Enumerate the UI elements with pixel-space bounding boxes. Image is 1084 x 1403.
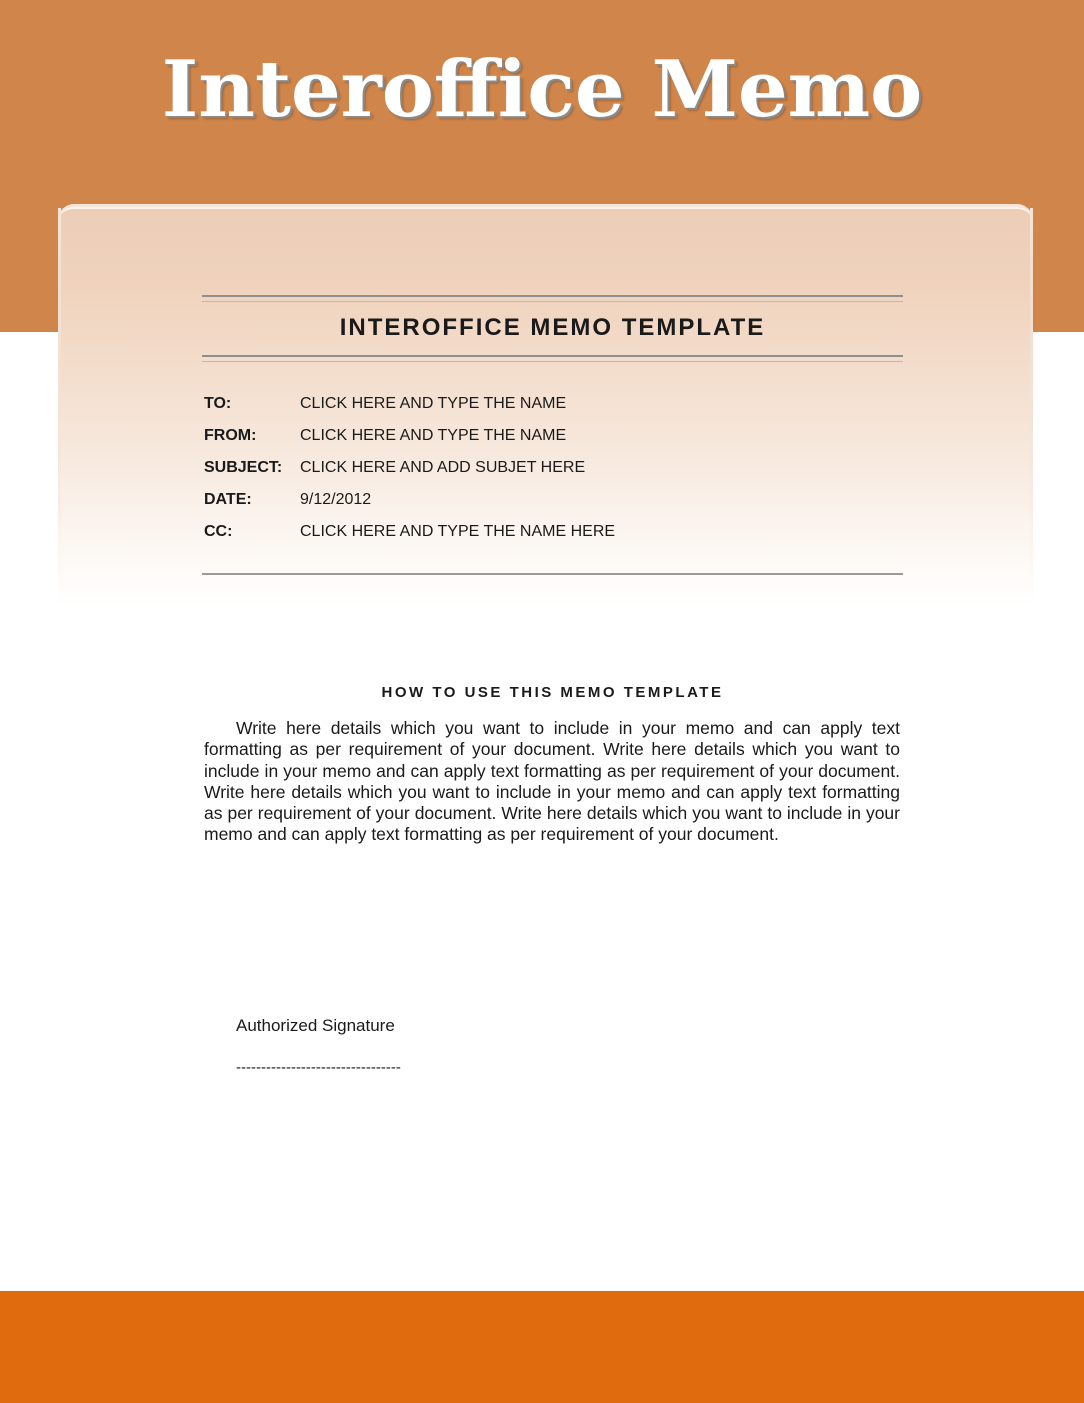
field-label-to: TO:	[204, 395, 232, 412]
field-label-from: FROM:	[204, 427, 257, 444]
signature-line: ---------------------------------	[236, 1059, 401, 1076]
instructions-body[interactable]: Write here details which you want to include in your memo and can apply text formatting as per requirement of your document. Write here details which you want to include in your memo and can apply text formatting as per requirement of your document. Write here details which you want to include in your memo and can apply text formatting as per requirement of your document. Write here details which you want to include in your memo and can apply text formatting as per requirement of your document.	[204, 718, 900, 845]
field-value-date[interactable]: 9/12/2012	[300, 491, 372, 508]
instructions-heading: HOW TO USE THIS MEMO TEMPLATE	[381, 684, 724, 701]
fields-divider	[202, 573, 903, 575]
memo-heading: INTEROFFICE MEMO TEMPLATE	[339, 314, 766, 341]
field-label-date: DATE:	[204, 491, 252, 508]
memo-card	[58, 204, 1033, 627]
footer-band	[0, 1291, 1084, 1403]
field-value-subject[interactable]: CLICK HERE AND ADD SUBJET HERE	[300, 459, 586, 476]
field-value-from[interactable]: CLICK HERE AND TYPE THE NAME	[300, 427, 567, 444]
heading-rule-bottom	[202, 355, 903, 362]
field-label-cc: CC:	[204, 523, 233, 540]
field-value-to[interactable]: CLICK HERE AND TYPE THE NAME	[300, 395, 567, 412]
signature-label: Authorized Signature	[236, 1016, 395, 1035]
card-edge-right	[1030, 208, 1033, 588]
field-value-cc[interactable]: CLICK HERE AND TYPE THE NAME HERE	[300, 523, 616, 540]
field-label-subject: SUBJECT:	[204, 459, 283, 476]
heading-rule-top	[202, 295, 903, 302]
banner-title: Interoffice Memo	[161, 44, 923, 135]
card-edge-left	[58, 208, 61, 588]
